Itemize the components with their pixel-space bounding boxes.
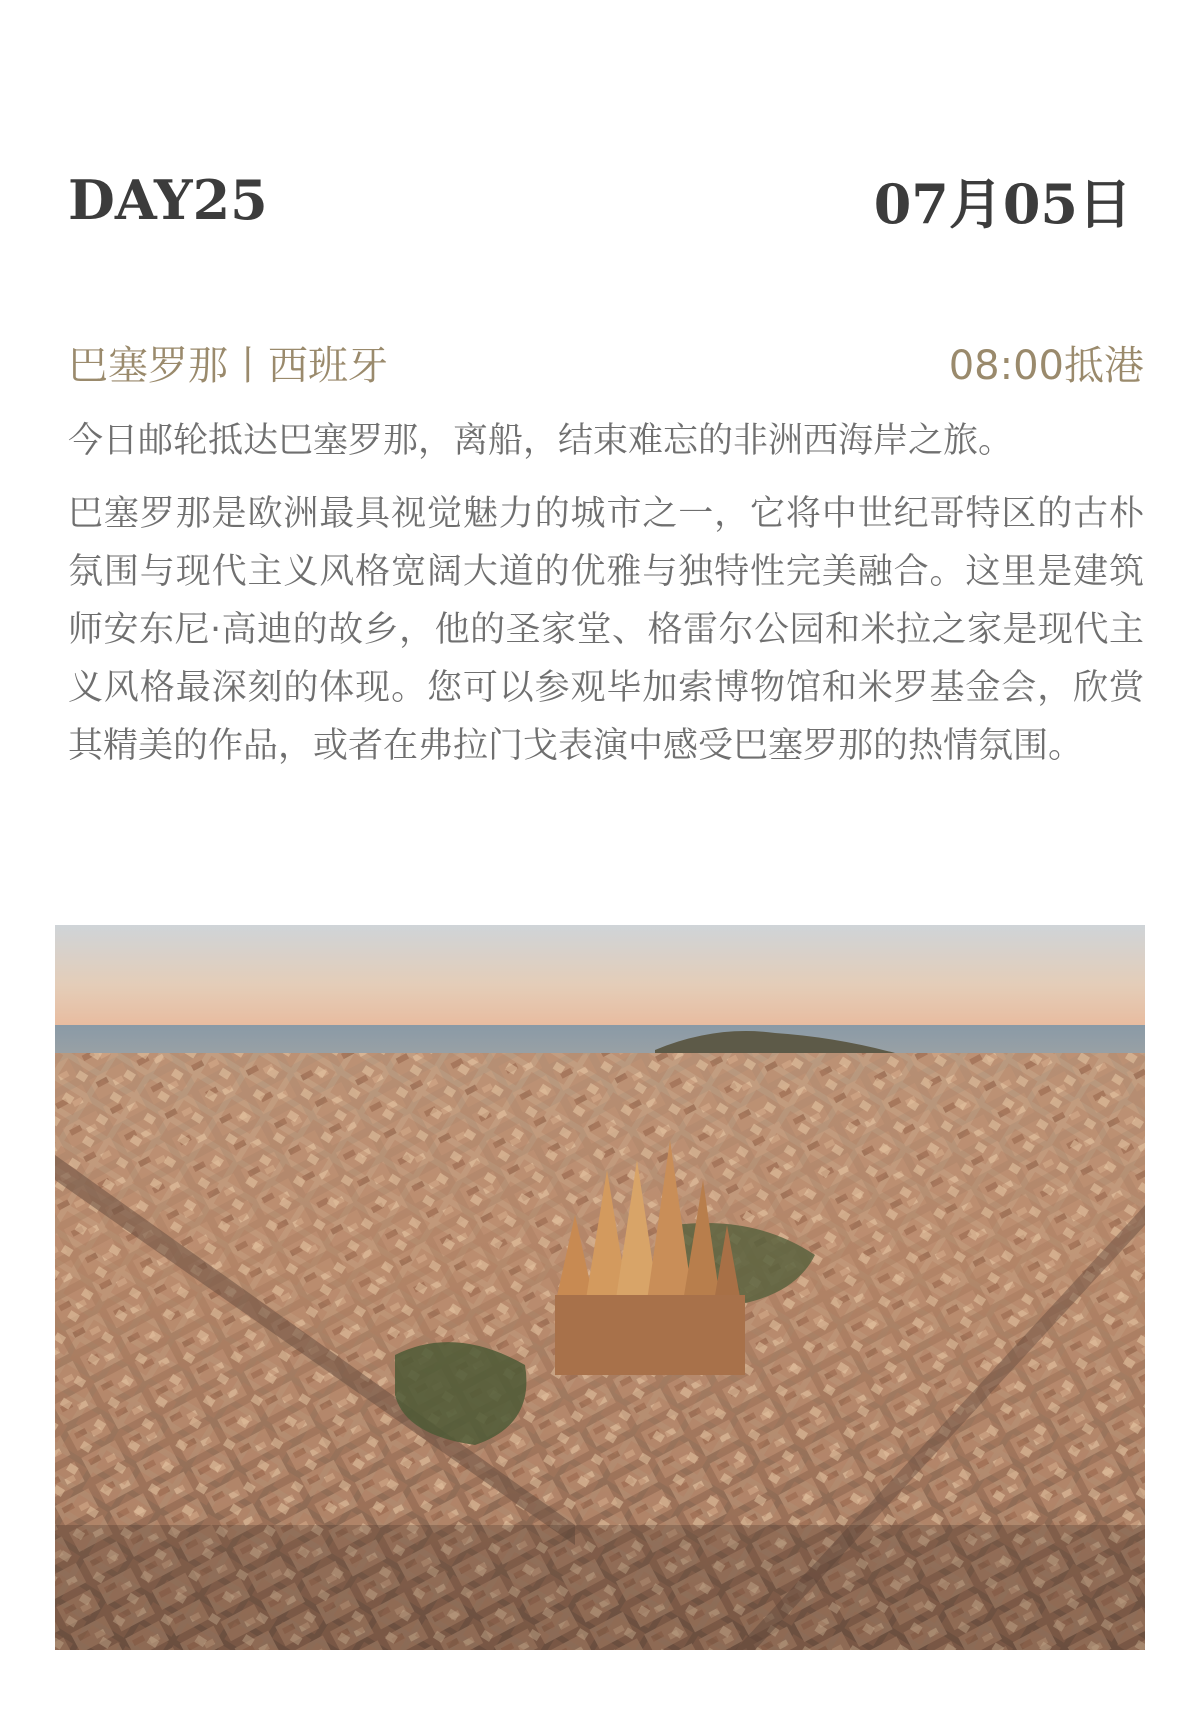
city-description: 巴塞罗那是欧洲最具视觉魅力的城市之一，它将中世纪哥特区的古朴氛围与现代主义风格宽阔大道的优雅与独特性完美融合。这里是建筑师安东尼·高迪的故乡，他的圣家堂、格雷尔公园和米拉之家是现代主义风格最深刻的体现。您可以参观毕加索博物馆和米罗基金会，欣赏其精美的作品，或者在弗拉门戈表演中感受巴塞罗那的热情氛围。 [68,494,1144,766]
date-label: 07月05日 [873,171,1132,236]
day-header [68,160,1132,240]
sky [55,925,1145,1035]
day-summary: 今日邮轮抵达巴塞罗那，离船，结束难忘的非洲西海岸之旅。 [68,421,1014,461]
port-row [68,332,1144,392]
day-number: DAY25 [68,168,268,232]
city-illustration [55,925,1145,1650]
port-location: 巴塞罗那丨西班牙 [68,342,388,389]
barcelona-aerial-photo [55,925,1145,1650]
arrival-time: 08:00抵港 [948,342,1144,389]
vignette [55,1525,1145,1650]
